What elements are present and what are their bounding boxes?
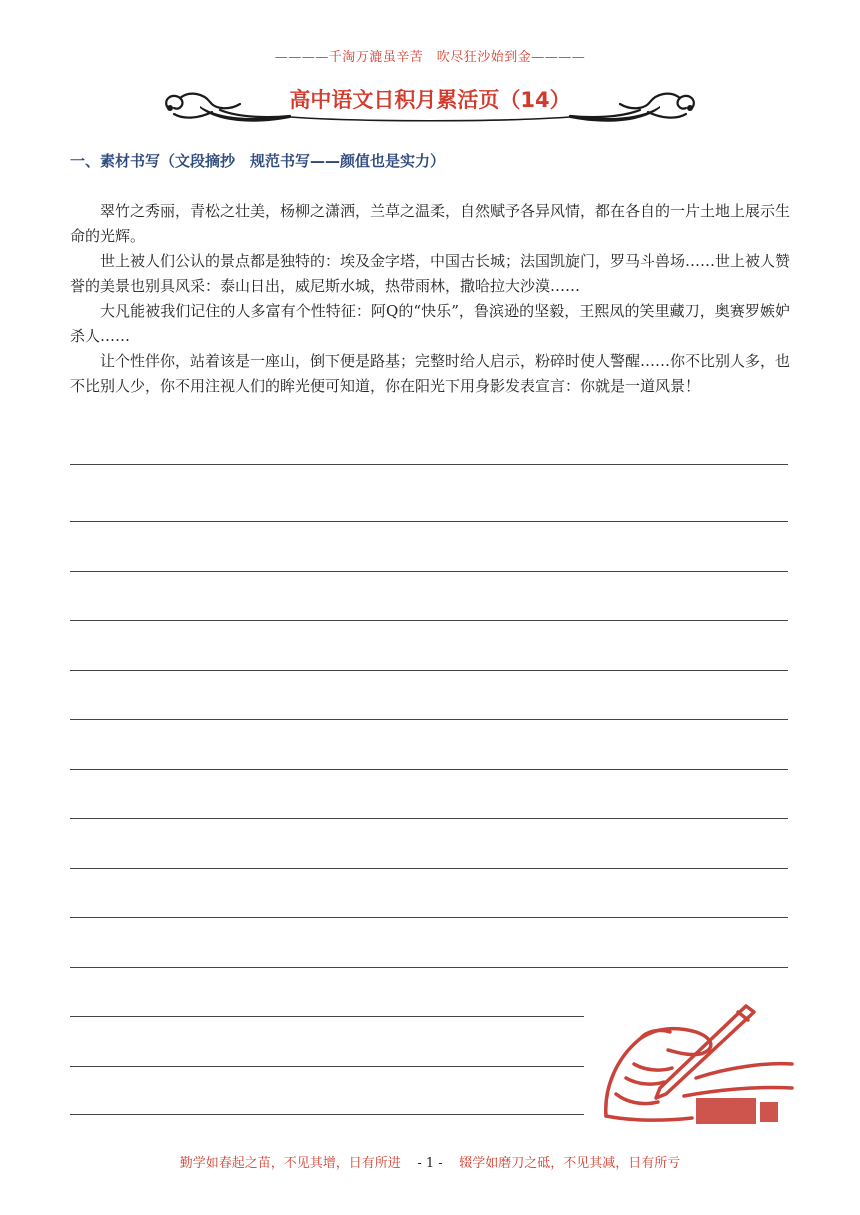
passage-paragraph: 翠竹之秀丽，青松之壮美，杨柳之潇洒，兰草之温柔，自然赋予各异风情，都在各自的一片土地上展示生命的光辉。 (70, 202, 791, 245)
writing-line[interactable] (70, 818, 788, 819)
writing-line[interactable] (70, 521, 788, 522)
writing-line[interactable] (70, 1016, 584, 1017)
hand-pen-icon (596, 998, 796, 1128)
passage-paragraph: 世上被人们公认的景点都是独特的：埃及金字塔，中国古长城；法国凯旋门，罗马斗兽场……世上被人赞誉的美景也别具风采：泰山日出，威尼斯水城，热带雨林，撒哈拉大沙漠…… (70, 252, 791, 295)
footer (0, 1152, 860, 1171)
writing-line[interactable] (70, 464, 788, 465)
writing-line[interactable] (70, 670, 788, 671)
writing-line[interactable] (70, 868, 788, 869)
title-banner (160, 80, 700, 130)
writing-line[interactable] (70, 1114, 584, 1115)
writing-line[interactable] (70, 571, 788, 572)
writing-line[interactable] (70, 967, 788, 968)
writing-line[interactable] (70, 917, 788, 918)
writing-line[interactable] (70, 769, 788, 770)
page-number: - 1 - (417, 1156, 443, 1171)
page-title: 高中语文日积月累活页（14） (289, 88, 571, 112)
footer-right-proverb: 辍学如磨刀之砥，不见其减，日有所亏 (459, 1156, 681, 1171)
header-motto: ————千淘万漉虽辛苦 吹尽狂沙始到金———— (274, 50, 586, 65)
section-heading: 一、素材书写（文段摘抄 规范书写——颜值也是实力） (70, 152, 446, 170)
passage-paragraph: 让个性伴你，站着该是一座山，倒下便是路基；完整时给人启示，粉碎时使人警醒……你不比别人多，也不比别人少，你不用注视人们的眸光便可知道，你在阳光下用身影发表宣言：你就是一道风景！ (70, 352, 791, 395)
passage-paragraph: 大凡能被我们记住的人多富有个性特征：阿Q的“快乐”，鲁滨逊的坚毅，王熙凤的笑里藏刀，奥赛罗嫉妒杀人…… (70, 302, 790, 345)
writing-line[interactable] (70, 1066, 584, 1067)
writing-line[interactable] (70, 620, 788, 621)
footer-left-proverb: 勤学如春起之苗，不见其增，日有所进 (179, 1156, 401, 1171)
writing-line[interactable] (70, 719, 788, 720)
passage (70, 199, 790, 399)
